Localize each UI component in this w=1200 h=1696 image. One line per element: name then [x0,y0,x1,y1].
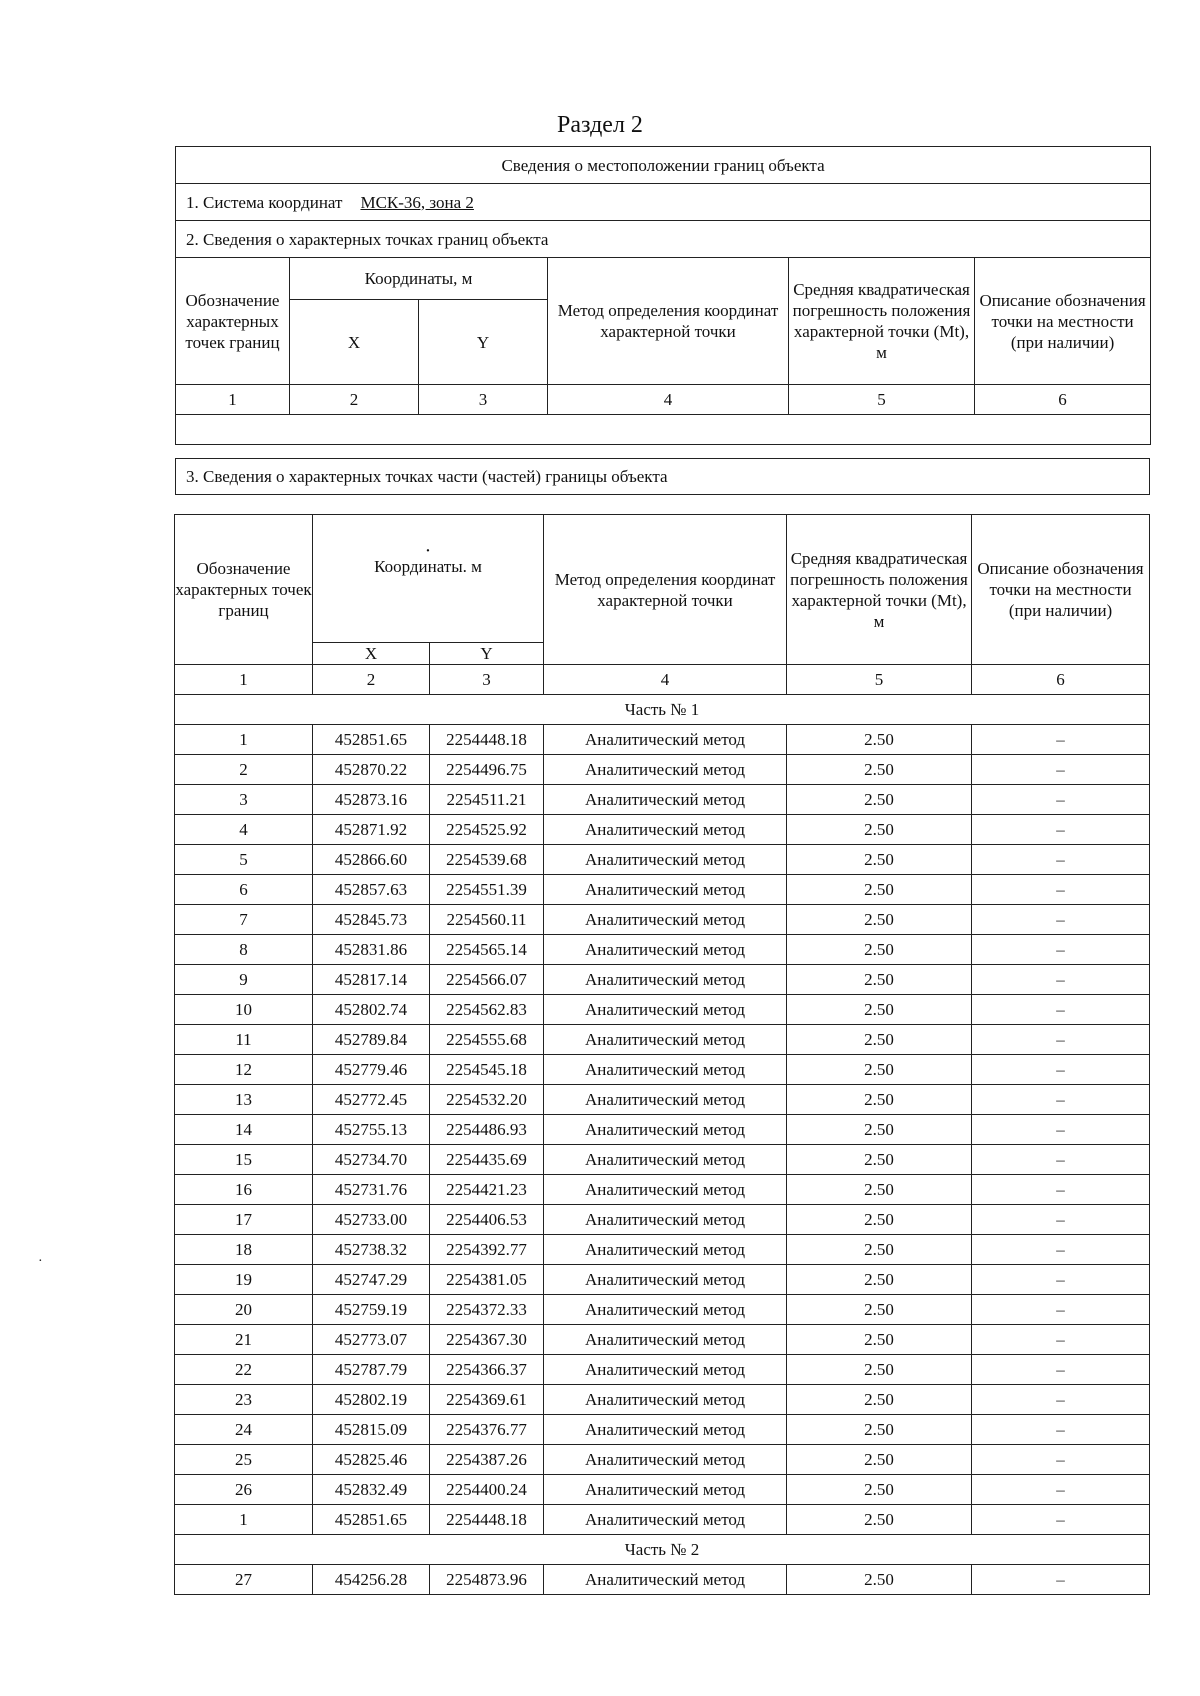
x-coordinate: 452734.70 [313,1145,430,1175]
description-cell: – [972,875,1150,905]
method-cell: Аналитический метод [544,1175,787,1205]
table-row [175,1265,1150,1295]
header-x: X [313,643,430,665]
header-method: Метод определения координат характерной точки [548,258,789,385]
header-coordinates: Координаты, м [290,258,548,300]
part-title-row [175,1535,1150,1565]
y-coordinate: 2254525.92 [430,815,544,845]
y-coordinate: 2254486.93 [430,1115,544,1145]
description-cell: – [972,995,1150,1025]
points-body [175,695,1150,1595]
table-row [175,1025,1150,1055]
y-coordinate: 2254565.14 [430,935,544,965]
x-coordinate: 452779.46 [313,1055,430,1085]
point-number: 1 [175,1505,313,1535]
method-cell: Аналитический метод [544,1475,787,1505]
coordinate-system-label: 1. Система координат [186,192,343,212]
table-row [175,1085,1150,1115]
point-number: 26 [175,1475,313,1505]
x-coordinate: 452831.86 [313,935,430,965]
table-row [175,1505,1150,1535]
method-cell: Аналитический метод [544,815,787,845]
point-number: 16 [175,1175,313,1205]
y-coordinate: 2254421.23 [430,1175,544,1205]
table-row [175,1415,1150,1445]
method-cell: Аналитический метод [544,1385,787,1415]
error-cell: 2.50 [787,1385,972,1415]
error-cell: 2.50 [787,1565,972,1595]
method-cell: Аналитический метод [544,755,787,785]
y-coordinate: 2254511.21 [430,785,544,815]
y-coordinate: 2254406.53 [430,1205,544,1235]
x-coordinate: 452733.00 [313,1205,430,1235]
y-coordinate: 2254387.26 [430,1445,544,1475]
table-row [175,1565,1150,1595]
header-error: Средняя квадратическая погрешность положения характерной точки (Mt), м [789,258,975,385]
description-cell: – [972,1085,1150,1115]
part-points-heading: 3. Сведения о характерных точках части (частей) границы объекта [176,459,1150,495]
method-cell: Аналитический метод [544,845,787,875]
error-cell: 2.50 [787,995,972,1025]
error-cell: 2.50 [787,965,972,995]
point-number: 8 [175,935,313,965]
table-row [175,1145,1150,1175]
table-row [175,995,1150,1025]
col-number: 5 [787,665,972,695]
description-cell: – [972,845,1150,875]
x-coordinate: 452755.13 [313,1115,430,1145]
description-cell: – [972,1505,1150,1535]
point-number: 14 [175,1115,313,1145]
method-cell: Аналитический метод [544,1445,787,1475]
x-coordinate: 452866.60 [313,845,430,875]
table-row [175,1175,1150,1205]
method-cell: Аналитический метод [544,1145,787,1175]
table-row [175,935,1150,965]
y-coordinate: 2254400.24 [430,1475,544,1505]
y-coordinate: 2254551.39 [430,875,544,905]
description-cell: – [972,725,1150,755]
description-cell: – [972,1205,1150,1235]
point-number: 2 [175,755,313,785]
table-row [175,875,1150,905]
x-coordinate: 452817.14 [313,965,430,995]
error-cell: 2.50 [787,1475,972,1505]
y-coordinate: 2254448.18 [430,1505,544,1535]
x-coordinate: 452772.45 [313,1085,430,1115]
table-row [175,845,1150,875]
x-coordinate: 452731.76 [313,1175,430,1205]
point-number: 18 [175,1235,313,1265]
header-x: X [290,300,419,385]
method-cell: Аналитический метод [544,1565,787,1595]
error-cell: 2.50 [787,725,972,755]
header-description: Описание обозначения точки на местности (при наличии) [975,258,1151,385]
table-row [175,905,1150,935]
error-cell: 2.50 [787,1445,972,1475]
method-cell: Аналитический метод [544,1355,787,1385]
x-coordinate: 452747.29 [313,1265,430,1295]
part-title: Часть № 2 [175,1535,1150,1565]
point-number: 27 [175,1565,313,1595]
description-cell: – [972,755,1150,785]
point-number: 1 [175,725,313,755]
col-number: 6 [972,665,1150,695]
header-y: Y [430,643,544,665]
point-number: 15 [175,1145,313,1175]
error-cell: 2.50 [787,1205,972,1235]
point-number: 12 [175,1055,313,1085]
description-cell: – [972,965,1150,995]
table-row [175,785,1150,815]
description-cell: – [972,1445,1150,1475]
col-number: 3 [430,665,544,695]
table-row [175,965,1150,995]
description-cell: – [972,905,1150,935]
error-cell: 2.50 [787,845,972,875]
method-cell: Аналитический метод [544,1115,787,1145]
x-coordinate: 452873.16 [313,785,430,815]
table-row [175,1235,1150,1265]
x-coordinate: 452871.92 [313,815,430,845]
description-cell: – [972,1565,1150,1595]
boundary-location-heading: Сведения о местоположении границ объекта [176,147,1151,184]
x-coordinate: 452825.46 [313,1445,430,1475]
description-cell: – [972,1115,1150,1145]
table-row [175,1055,1150,1085]
point-number: 19 [175,1265,313,1295]
empty-row [176,415,1151,445]
scan-speck: · [38,1254,43,1269]
point-number: 9 [175,965,313,995]
method-cell: Аналитический метод [544,1055,787,1085]
method-cell: Аналитический метод [544,1505,787,1535]
description-cell: – [972,1355,1150,1385]
description-cell: – [972,1295,1150,1325]
table-row [175,755,1150,785]
y-coordinate: 2254367.30 [430,1325,544,1355]
col-number: 5 [789,385,975,415]
point-number: 7 [175,905,313,935]
description-cell: – [972,1415,1150,1445]
y-coordinate: 2254539.68 [430,845,544,875]
y-coordinate: 2254566.07 [430,965,544,995]
header-error: Средняя квадратическая погрешность положения характерной точки (Mt), м [787,515,972,665]
method-cell: Аналитический метод [544,1085,787,1115]
method-cell: Аналитический метод [544,1295,787,1325]
y-coordinate: 2254435.69 [430,1145,544,1175]
col-number: 2 [290,385,419,415]
x-coordinate: 452845.73 [313,905,430,935]
table-row [175,1325,1150,1355]
part-title: Часть № 1 [175,695,1150,725]
y-coordinate: 2254555.68 [430,1025,544,1055]
method-cell: Аналитический метод [544,1235,787,1265]
method-cell: Аналитический метод [544,1265,787,1295]
col-number: 4 [548,385,789,415]
description-cell: – [972,1025,1150,1055]
header-coordinates-label: Координаты. м [374,557,482,576]
error-cell: 2.50 [787,1295,972,1325]
point-number: 6 [175,875,313,905]
y-coordinate: 2254381.05 [430,1265,544,1295]
x-coordinate: 452815.09 [313,1415,430,1445]
description-cell: – [972,1235,1150,1265]
point-number: 23 [175,1385,313,1415]
x-coordinate: 452851.65 [313,1505,430,1535]
col-number: 4 [544,665,787,695]
method-cell: Аналитический метод [544,995,787,1025]
y-coordinate: 2254369.61 [430,1385,544,1415]
y-coordinate: 2254372.33 [430,1295,544,1325]
header-designation: Обозначение характерных точек границ [175,515,313,665]
point-number: 4 [175,815,313,845]
x-coordinate: 452832.49 [313,1475,430,1505]
y-coordinate: 2254560.11 [430,905,544,935]
description-cell: – [972,1475,1150,1505]
y-coordinate: 2254562.83 [430,995,544,1025]
method-cell: Аналитический метод [544,1205,787,1235]
point-number: 21 [175,1325,313,1355]
col-number: 6 [975,385,1151,415]
header-description: Описание обозначения точки на местности (при наличии) [972,515,1150,665]
method-cell: Аналитический метод [544,785,787,815]
method-cell: Аналитический метод [544,875,787,905]
error-cell: 2.50 [787,1325,972,1355]
error-cell: 2.50 [787,935,972,965]
point-number: 24 [175,1415,313,1445]
error-cell: 2.50 [787,1085,972,1115]
error-cell: 2.50 [787,1415,972,1445]
error-cell: 2.50 [787,785,972,815]
method-cell: Аналитический метод [544,905,787,935]
y-coordinate: 2254366.37 [430,1355,544,1385]
error-cell: 2.50 [787,1025,972,1055]
x-coordinate: 452851.65 [313,725,430,755]
error-cell: 2.50 [787,1145,972,1175]
section-title: Раздел 2 [557,112,643,138]
error-cell: 2.50 [787,875,972,905]
table-row [175,1445,1150,1475]
description-cell: – [972,935,1150,965]
method-cell: Аналитический метод [544,1325,787,1355]
method-cell: Аналитический метод [544,935,787,965]
point-number: 20 [175,1295,313,1325]
table-row [175,1115,1150,1145]
col-number: 2 [313,665,430,695]
x-coordinate: 454256.28 [313,1565,430,1595]
y-coordinate: 2254545.18 [430,1055,544,1085]
error-cell: 2.50 [787,1265,972,1295]
description-cell: – [972,1175,1150,1205]
coordinate-system-value: МСК-36, зона 2 [360,192,474,212]
point-number: 10 [175,995,313,1025]
x-coordinate: 452802.74 [313,995,430,1025]
point-number: 25 [175,1445,313,1475]
table-row [175,725,1150,755]
header-method: Метод определения координат характерной точки [544,515,787,665]
part-points-table [174,514,1150,1595]
method-cell: Аналитический метод [544,1415,787,1445]
point-number: 22 [175,1355,313,1385]
error-cell: 2.50 [787,905,972,935]
method-cell: Аналитический метод [544,725,787,755]
table-row [175,815,1150,845]
error-cell: 2.50 [787,1175,972,1205]
point-number: 5 [175,845,313,875]
x-coordinate: 452789.84 [313,1025,430,1055]
x-coordinate: 452870.22 [313,755,430,785]
x-coordinate: 452857.63 [313,875,430,905]
table-row [175,1385,1150,1415]
error-cell: 2.50 [787,1355,972,1385]
x-coordinate: 452759.19 [313,1295,430,1325]
method-cell: Аналитический метод [544,1025,787,1055]
part-title-row [175,695,1150,725]
dot-mark: · [424,540,432,562]
y-coordinate: 2254392.77 [430,1235,544,1265]
description-cell: – [972,785,1150,815]
x-coordinate: 452773.07 [313,1325,430,1355]
header-designation: Обозначение характерных точек границ [176,258,290,385]
error-cell: 2.50 [787,815,972,845]
point-number: 17 [175,1205,313,1235]
error-cell: 2.50 [787,1235,972,1265]
table-row [175,1475,1150,1505]
y-coordinate: 2254448.18 [430,725,544,755]
header-coordinates [313,515,544,643]
method-cell: Аналитический метод [544,965,787,995]
y-coordinate: 2254532.20 [430,1085,544,1115]
description-cell: – [972,1265,1150,1295]
point-number: 13 [175,1085,313,1115]
header-y: Y [419,300,548,385]
error-cell: 2.50 [787,755,972,785]
point-number: 3 [175,785,313,815]
description-cell: – [972,1055,1150,1085]
error-cell: 2.50 [787,1055,972,1085]
error-cell: 2.50 [787,1115,972,1145]
description-cell: – [972,1145,1150,1175]
y-coordinate: 2254496.75 [430,755,544,785]
part-points-heading-table [175,458,1150,495]
table-row [175,1295,1150,1325]
col-number: 1 [176,385,290,415]
description-cell: – [972,815,1150,845]
table-row [175,1355,1150,1385]
boundary-points-heading: 2. Сведения о характерных точках границ объекта [176,221,1151,258]
description-cell: – [972,1325,1150,1355]
col-number: 1 [175,665,313,695]
boundary-location-table [175,146,1151,445]
x-coordinate: 452802.19 [313,1385,430,1415]
coordinate-system-row [176,184,1151,221]
y-coordinate: 2254376.77 [430,1415,544,1445]
col-number: 3 [419,385,548,415]
point-number: 11 [175,1025,313,1055]
y-coordinate: 2254873.96 [430,1565,544,1595]
error-cell: 2.50 [787,1505,972,1535]
table-row [175,1205,1150,1235]
x-coordinate: 452738.32 [313,1235,430,1265]
description-cell: – [972,1385,1150,1415]
x-coordinate: 452787.79 [313,1355,430,1385]
